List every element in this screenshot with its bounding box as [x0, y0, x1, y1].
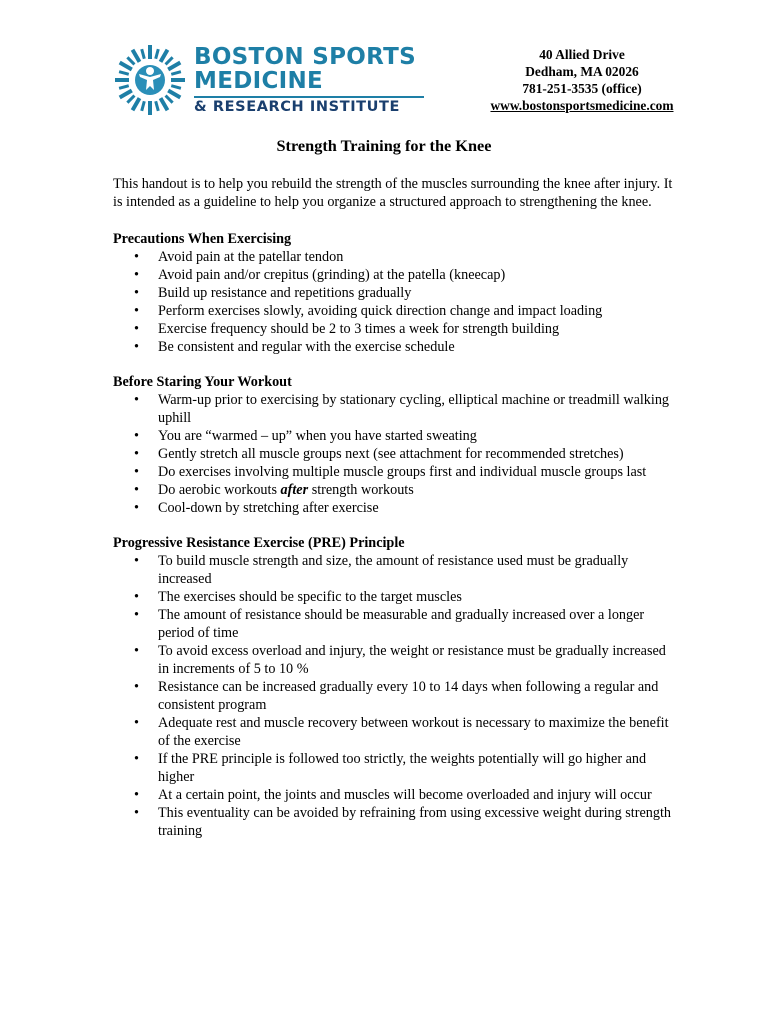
logo-text-line3: & RESEARCH INSTITUTE: [194, 99, 401, 115]
list-item: • If the PRE principle is followed too strictly, the weights potentially will go higher and higher: [113, 750, 673, 786]
list-item: • Resistance can be increased gradually every 10 to 14 days when following a regular and consistent program: [113, 678, 673, 714]
list-item: • At a certain point, the joints and muscles will become overloaded and injury will occur: [113, 786, 673, 804]
list-item: • Exercise frequency should be 2 to 3 times a week for strength building: [113, 320, 673, 338]
list-item-text-start: Do aerobic workouts: [158, 482, 281, 498]
list-item: • Warm-up prior to exercising by stationary cycling, elliptical machine or treadmill walking uphill: [113, 391, 673, 427]
document-body: [113, 175, 673, 857]
pre-principle-list: [113, 552, 673, 840]
logo-divider: [194, 96, 424, 98]
section-heading-before-workout: Before Staring Your Workout: [113, 374, 292, 390]
precautions-list: [113, 248, 673, 356]
list-item-text-end: strength workouts: [308, 482, 414, 498]
list-item: • Do exercises involving multiple muscle groups first and individual muscle groups last: [113, 463, 673, 481]
website-link[interactable]: www.bostonsportsmedicine.com: [490, 98, 674, 113]
list-item: • To avoid excess overload and injury, the weight or resistance must be gradually increased in increments of 5 to 10 %: [113, 642, 673, 678]
list-item: • The exercises should be specific to the target muscles: [113, 588, 673, 606]
section-heading-precautions: Precautions When Exercising: [113, 231, 292, 247]
page-title: Strength Training for the Knee: [276, 136, 492, 155]
address-street: 40 Allied Drive: [539, 47, 625, 62]
list-item: • Perform exercises slowly, avoiding quick direction change and impact loading: [113, 302, 673, 320]
logo-text-line1: BOSTON SPORTS: [194, 44, 416, 70]
list-item: • To build muscle strength and size, the amount of resistance used must be gradually increased: [113, 552, 673, 588]
list-item: • Cool-down by stretching after exercise: [113, 499, 673, 517]
address-city: Dedham, MA 02026: [525, 64, 639, 79]
emphasis-after: after: [280, 482, 309, 498]
before-workout-list: [113, 391, 673, 517]
list-item: • Build up resistance and repetitions gradually: [113, 284, 673, 302]
clinic-logo: [110, 44, 430, 116]
list-item: • The amount of resistance should be measurable and gradually increased over a longer period of time: [113, 606, 673, 642]
list-item: • Be consistent and regular with the exercise schedule: [113, 338, 673, 356]
list-item: • This eventuality can be avoided by refraining from using excessive weight during strength training: [113, 804, 673, 840]
logo-text-line2: MEDICINE: [194, 68, 324, 94]
list-item: • Avoid pain and/or crepitus (grinding) at the patella (kneecap): [113, 266, 673, 284]
list-item: • Avoid pain at the patellar tendon: [113, 248, 673, 266]
starburst-figure-logo-icon: [110, 44, 190, 116]
section-heading-pre-principle: Progressive Resistance Exercise (PRE) Principle: [113, 535, 405, 551]
list-item: • You are “warmed – up” when you have started sweating: [113, 427, 673, 445]
clinic-address-block: [472, 46, 692, 114]
list-item: • Gently stretch all muscle groups next (see attachment for recommended stretches): [113, 445, 673, 463]
list-item: [113, 481, 673, 499]
intro-paragraph: This handout is to help you rebuild the strength of the muscles surrounding the knee after injury. It is intended as a guideline to help you organize a structured approach to strengthening the knee.: [113, 176, 673, 210]
list-item: • Adequate rest and muscle recovery between workout is necessary to maximize the benefit of the exercise: [113, 714, 673, 750]
address-phone: 781-251-3535 (office): [522, 81, 642, 96]
